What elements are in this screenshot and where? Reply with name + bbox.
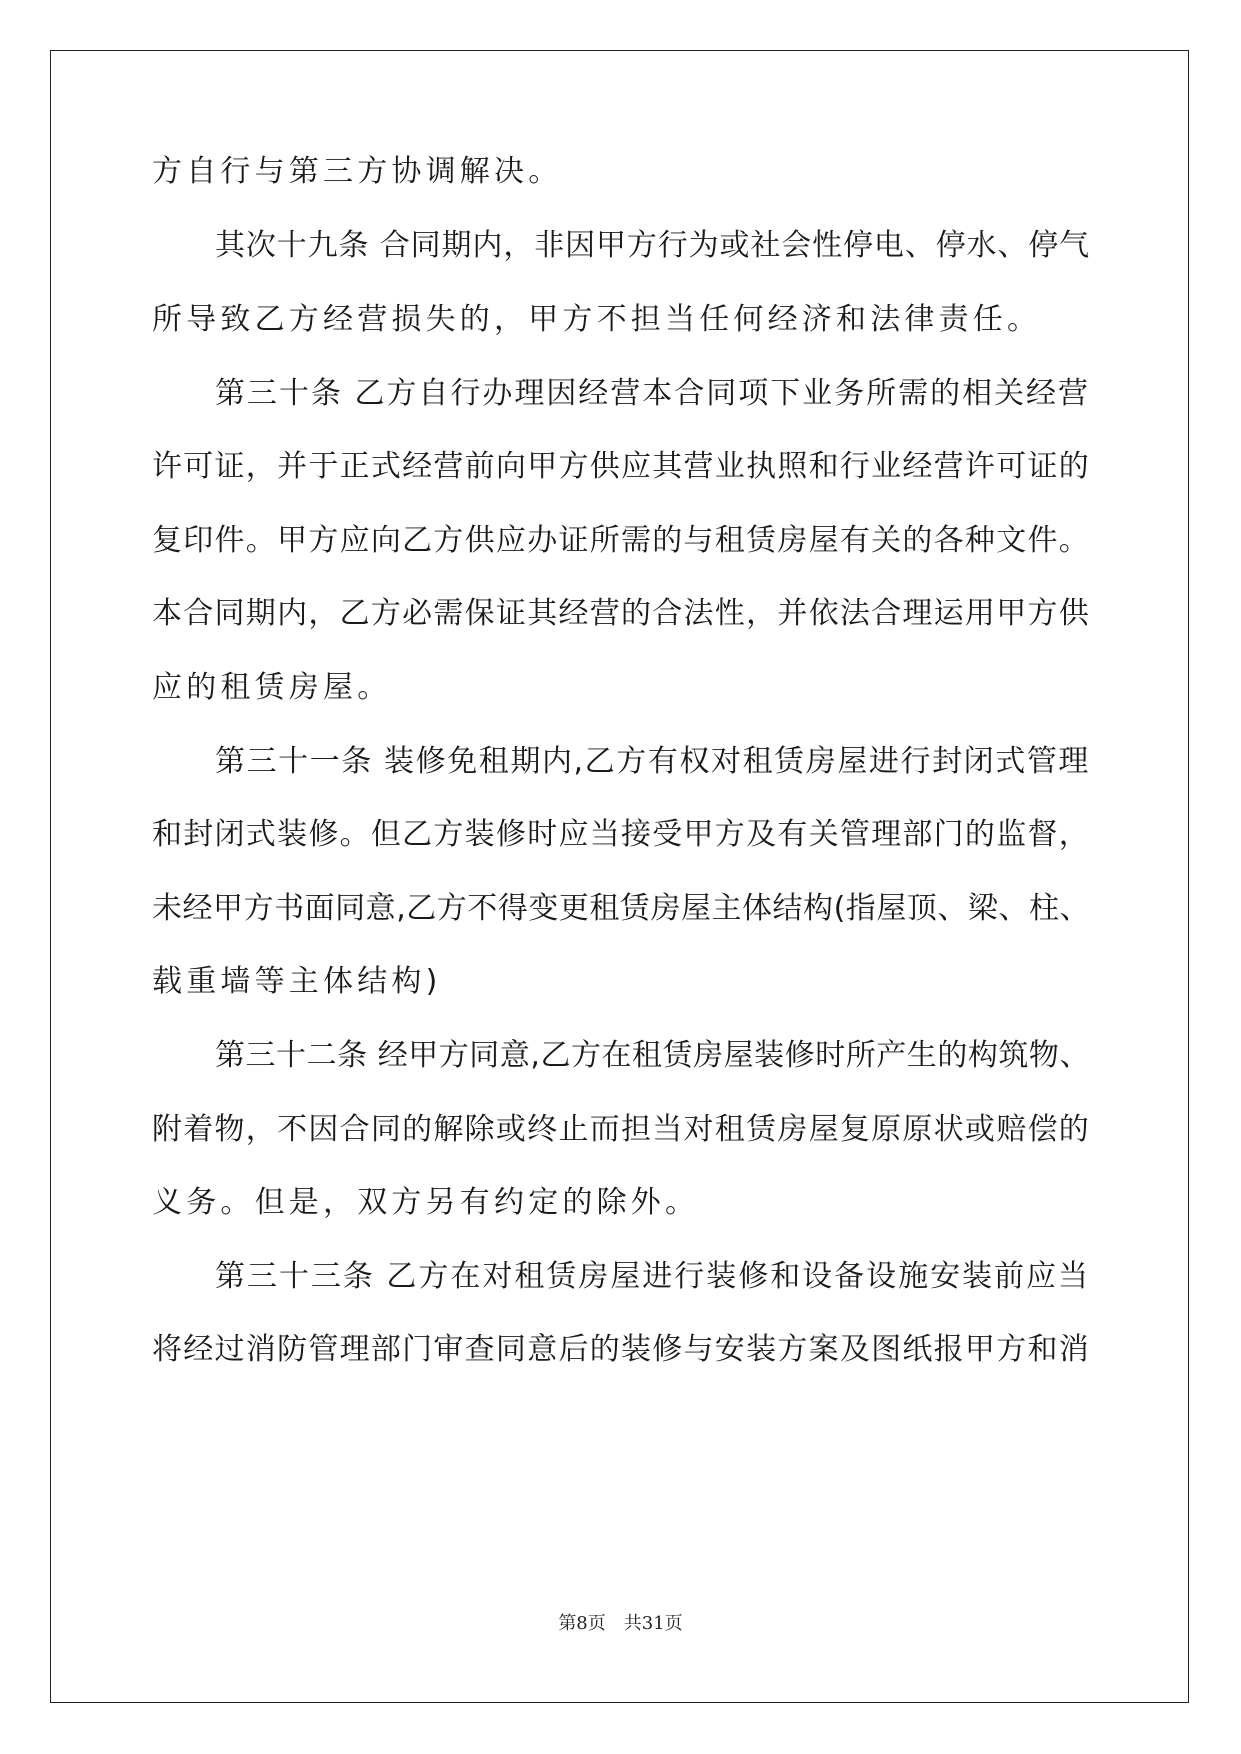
text-line: 方自行与第三方协调解决。 <box>152 154 563 189</box>
page-border <box>50 50 1189 1703</box>
text-line: 许可证，并于正式经营前向甲方供应其营业执照和行业经营许可证的 <box>152 449 1090 484</box>
page-footer <box>0 1612 1241 1636</box>
text-line: 所导致乙方经营损失的，甲方不担当任何经济和法律责任。 <box>152 302 1042 337</box>
text-line: 应的租赁房屋。 <box>152 670 392 705</box>
text-line: 未经甲方书面同意,乙方不得变更租赁房屋主体结构(指屋顶、梁、柱、 <box>152 891 1090 926</box>
text-line: 和封闭式装修。但乙方装修时应当接受甲方及有关管理部门的监督， <box>152 817 1090 852</box>
text-line: 附着物，不因合同的解除或终止而担当对租赁房屋复原原状或赔偿的 <box>152 1112 1090 1147</box>
page-total: 共31页 <box>623 1613 683 1634</box>
text-line: 将经过消防管理部门审查同意后的装修与安装方案及图纸报甲方和消 <box>152 1332 1090 1367</box>
text-line: 本合同期内，乙方必需保证其经营的合法性，并依法合理运用甲方供 <box>152 596 1090 631</box>
text-line: 其次十九条 合同期内，非因甲方行为或社会性停电、停水、停气 <box>215 228 1090 263</box>
page-number: 第8页 <box>558 1613 606 1634</box>
text-line: 第三十条 乙方自行办理因经营本合同项下业务所需的相关经营 <box>215 376 1090 411</box>
text-line: 复印件。甲方应向乙方供应办证所需的与租赁房屋有关的各种文件。 <box>152 523 1090 558</box>
text-line: 义务。但是，双方另有约定的除外。 <box>152 1185 700 1220</box>
text-line: 第三十二条 经甲方同意,乙方在租赁房屋装修时所产生的构筑物、 <box>215 1038 1090 1073</box>
text-line: 载重墙等主体结构) <box>152 964 442 999</box>
text-line: 第三十一条 装修免租期内,乙方有权对租赁房屋进行封闭式管理 <box>215 744 1090 779</box>
text-line: 第三十三条 乙方在对租赁房屋进行装修和设备设施安装前应当 <box>215 1259 1090 1294</box>
